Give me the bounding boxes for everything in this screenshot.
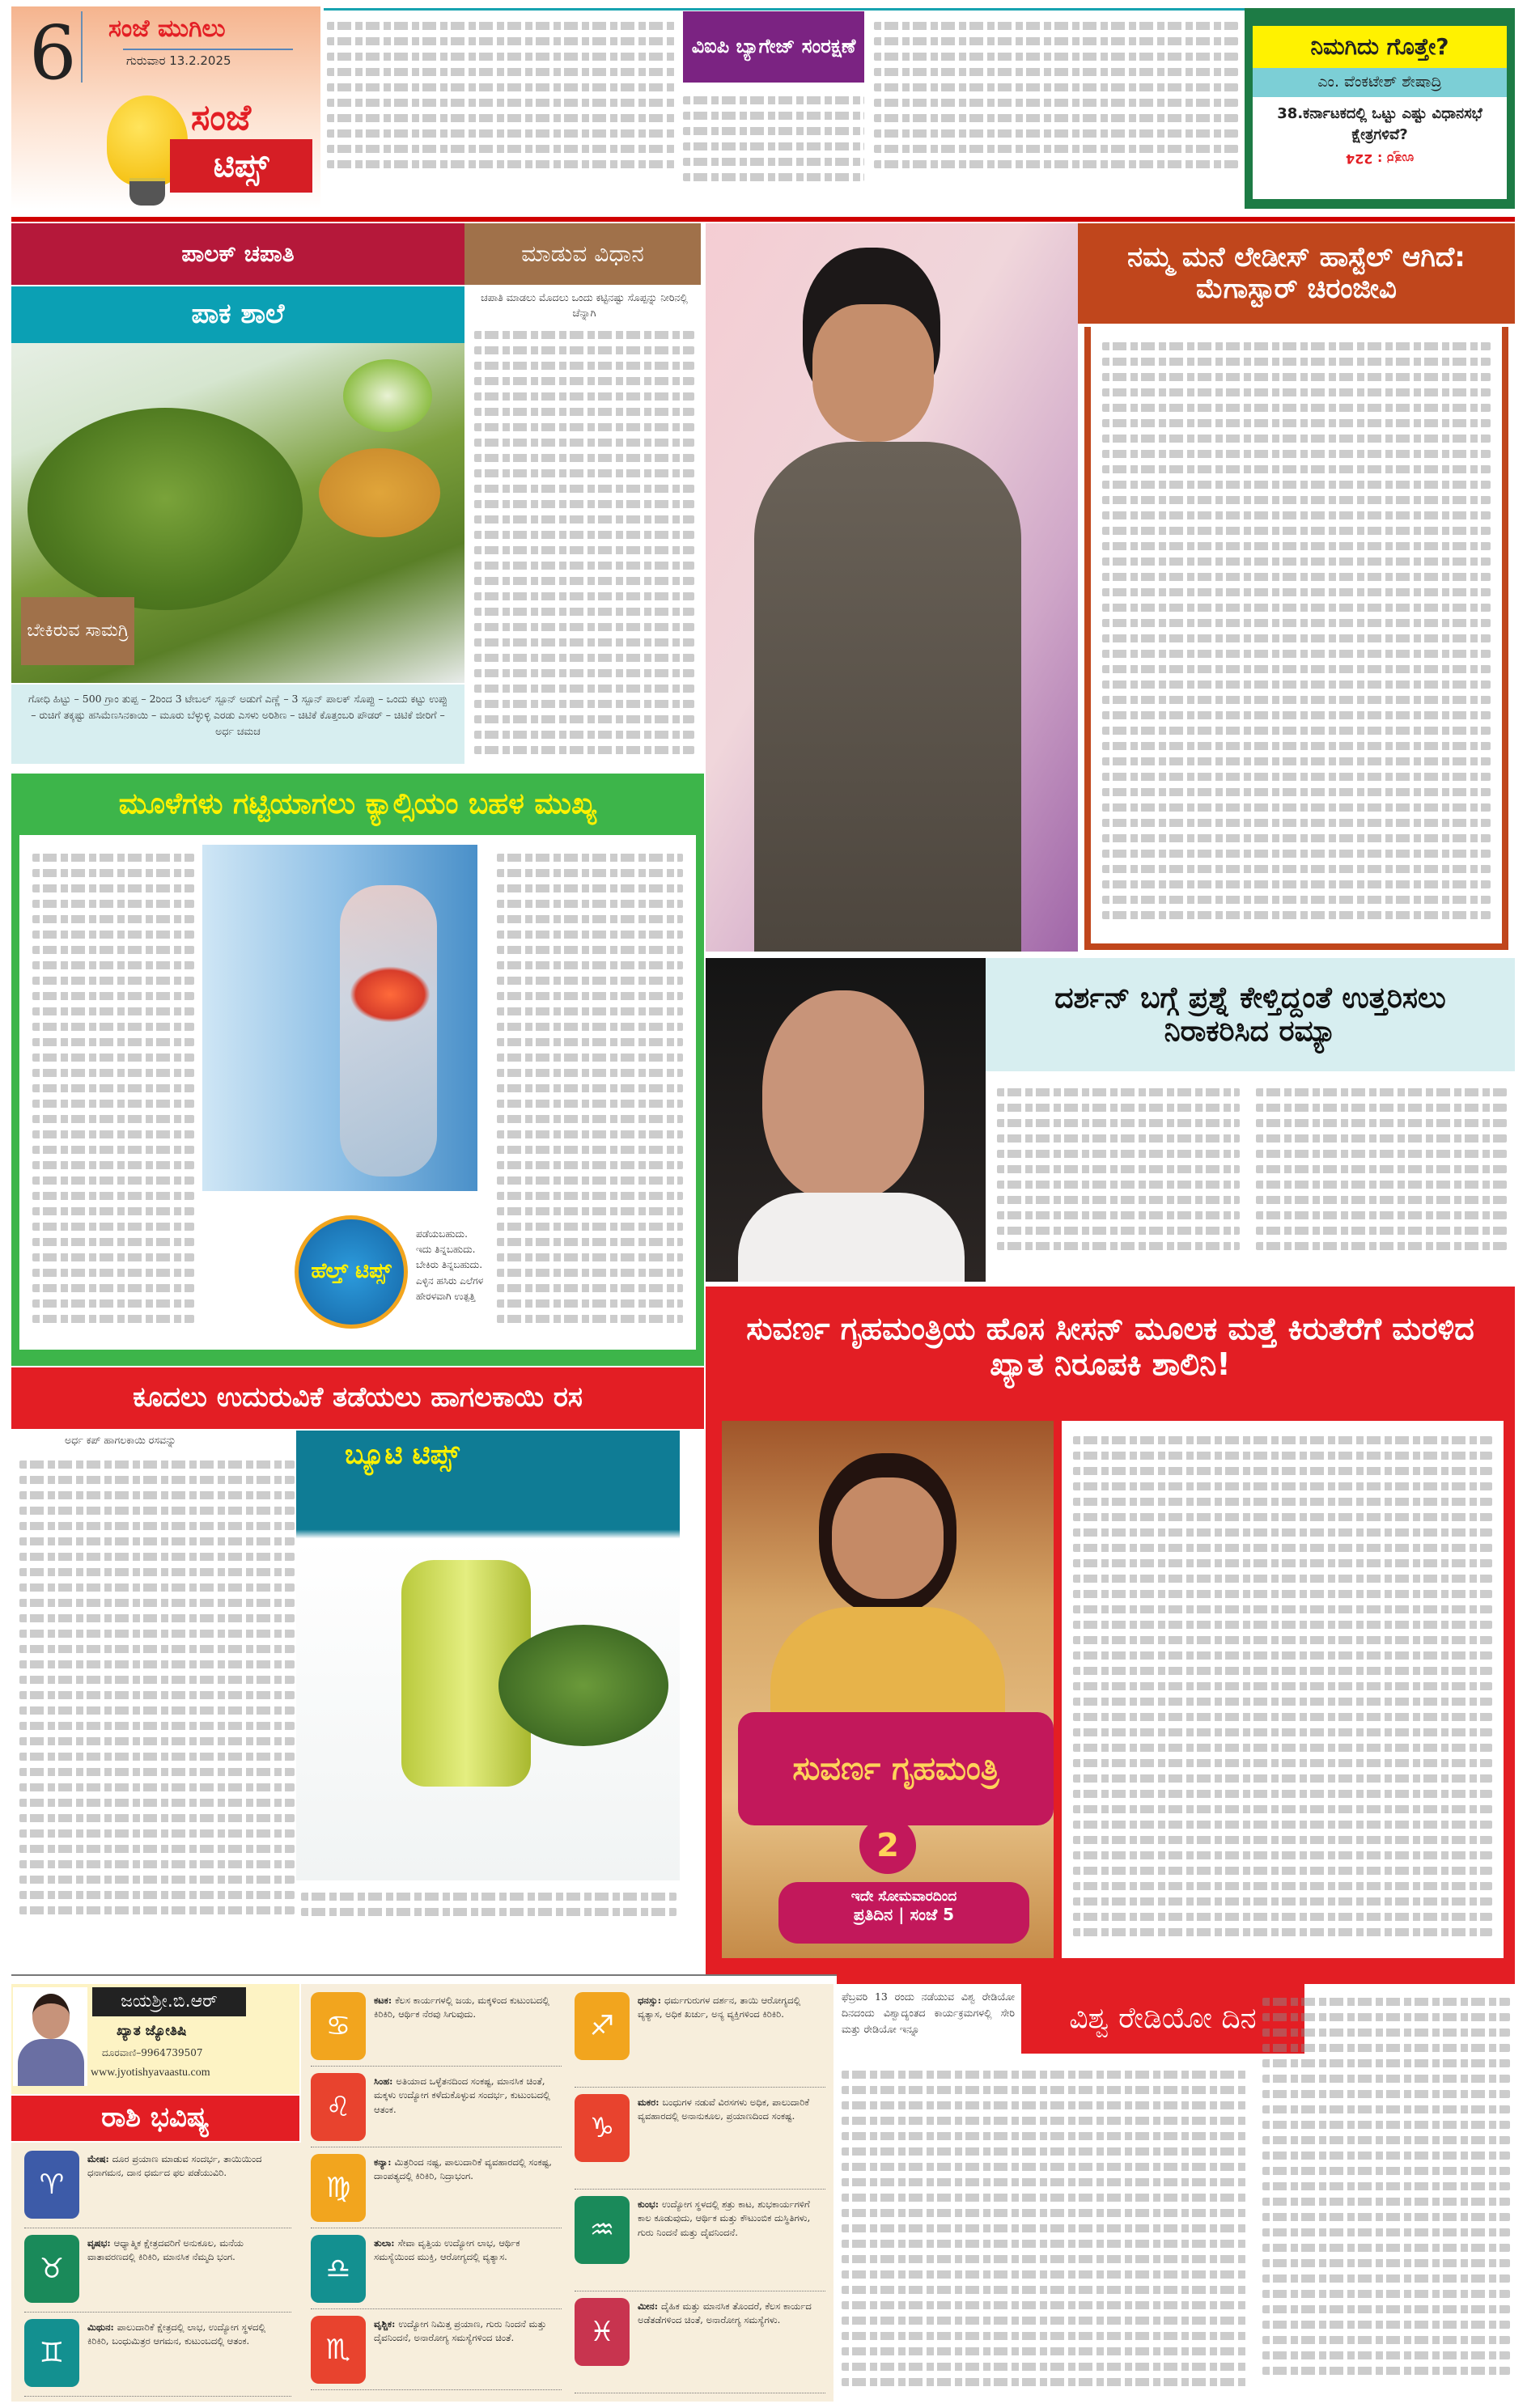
fish-icon: ♓ — [575, 2298, 630, 2366]
horoscope-sign: ವೃಶ್ಚಿಕ: — [374, 2318, 399, 2330]
ramya-headline: ದರ್ಶನ್ ಬಗ್ಗೆ ಪ್ರಶ್ನೆ ಕೇಳ್ತಿದ್ದಂತೆ ಉತ್ತರಿಸಲು ನಿರಾಕರಿಸಿದ ರಮ್ಯಾ — [986, 958, 1515, 1071]
quiz-answer: ಉತ್ತರ : 224 — [1345, 151, 1415, 167]
horoscope-text — [374, 2236, 560, 2308]
quiz-title: ನಿಮಗಿದು ಗೊತ್ತೇ? — [1253, 26, 1507, 68]
chiranjeevi-headline: ನಮ್ಮ ಮನೆ ಲೇಡೀಸ್ ಹಾಸ್ಟೆಲ್ ಆಗಿದೆ: ಮೆಗಾಸ್ಟಾರ್ ಚಿರಂಜೀವಿ — [1078, 223, 1515, 324]
horoscope-sign: ಕಟಕ: — [374, 1995, 396, 2006]
horoscope-prediction: ಉದ್ಯೋಗ ನಿಮಿತ್ತ ಪ್ರಯಾಣ, ಗುರು ನಿಂದನೆ ಮತ್ತು ದೈವನಿಂದನೆ, ಅನಾರೋಗ್ಯ ಸಮಸ್ಯೆಗಳಿಂದ ಚಿಂತೆ. — [374, 2318, 547, 2344]
health-tips-badge: ಹೆಲ್ತ್ ಟಿಪ್ಸ್ — [295, 1215, 408, 1329]
recipe-title: ಪಾಲಕ್ ಚಪಾತಿ — [11, 223, 464, 285]
horoscope-item — [24, 2232, 291, 2313]
ramya-body-left — [997, 1081, 1240, 1275]
horoscope-sign: ಧನಸ್ಸು: — [638, 1995, 664, 2006]
horoscope-text — [374, 2317, 560, 2389]
horoscope-item — [311, 2232, 562, 2309]
radio-body-col-2 — [1262, 1990, 1510, 2400]
ingredients-list: ಗೋಧಿ ಹಿಟ್ಟು – 500 ಗ್ರಾಂ ತುಪ್ಪ – 2ರಿಂದ 3 ಟೇಬಲ್ ಸ್ಪೂನ್ ಅಡುಗೆ ಎಣ್ಣೆ – 3 ಸ್ಪೂನ್ ಪಾಲಕ್ ಸೊಪ್ಪು – ಒಂದು ಕಟ್ಟು ಉಪ್ಪು – ರುಚಿಗೆ ತಕ್ಕಷ್ಟು ಹಸಿಮೆಣಸಿನಕಾಯಿ – ಮೂರು ಬೆಳ್ಳುಳ್ಳಿ ಎರಡು ಎಸಳು ಅರಿಶಿಣ – ಚಿಟಿಕೆ ಕೊತ್ತಂಬರಿ ಪೌಡರ್ – ಚಿಟಿಕೆ ಜೀರಿಗೆ – ಅರ್ಧ ಚಮಚ — [11, 685, 464, 764]
ingredients-label: ಬೇಕಿರುವ ಸಾಮಗ್ರಿ — [21, 597, 134, 665]
suvarna-headline: ಸುವರ್ಣ ಗೃಹಮಂತ್ರಿಯ ಹೊಸ ಸೀಸನ್ ಮೂಲಕ ಮತ್ತೆ ಕಿರುತೆರೆಗೆ ಮರಳಿದ ಖ್ಯಾತ ನಿರೂಪಕಿ ಶಾಲಿನಿ! — [746, 1311, 1474, 1382]
horoscope-sign: ಕನ್ಯಾ: — [374, 2156, 395, 2168]
horoscope-text — [87, 2152, 290, 2227]
calcium-section — [11, 774, 704, 1366]
horoscope-text — [87, 2321, 290, 2395]
horoscope-text — [87, 2236, 290, 2311]
recipe-section-label: ಪಾಕ ಶಾಲೆ — [11, 286, 464, 343]
horoscope-prediction: ಬಂಧುಗಳ ನಡುವೆ ವಿರಸಗಳು ಅಧಿಕ, ಪಾಲುದಾರಿಕೆ ವ್ಯವಹಾರದಲ್ಲಿ ಅನಾನುಕೂಲ, ಪ್ರಯಾಣದಿಂದ ಸಂಕಷ್ಟ. — [638, 2096, 810, 2122]
horoscope-item — [24, 2316, 291, 2397]
ramya-body-right — [1256, 1081, 1507, 1275]
horoscope-sign: ಮೀನ: — [638, 2300, 661, 2312]
issue-date: ಗುರುವಾರ 13.2.2025 — [126, 53, 231, 68]
top-article-right — [874, 15, 1238, 201]
suvarna-section — [706, 1287, 1515, 1974]
horoscope-item — [311, 2070, 562, 2147]
horoscope-text — [638, 2198, 824, 2290]
horoscope-item — [311, 2151, 562, 2228]
scorpion-icon: ♏ — [311, 2316, 366, 2384]
poster-schedule-line2: ಪ್ರತಿದಿನ | ಸಂಜೆ 5 — [853, 1905, 955, 1924]
horoscope-item — [575, 1989, 825, 2088]
astrologer-title: ಖ್ಯಾತ ಜ್ಯೋತಿಷಿ — [117, 2023, 187, 2039]
horoscope-sign: ಕುಂಭ: — [638, 2198, 663, 2210]
radio-headline: ವಿಶ್ವ ರೇಡಿಯೋ ದಿನ — [1021, 1984, 1304, 2054]
calcium-col-3 — [497, 846, 683, 1340]
masthead — [11, 6, 320, 209]
suvarna-body — [1062, 1421, 1504, 1958]
horoscope-prediction: ಅತಿಯಾದ ಒಳ್ಳೆತನದಿಂದ ಸಂಕಷ್ಟ, ಮಾನಸಿಕ ಚಿಂತೆ, ಮಕ್ಕಳು ಉದ್ಯೋಗ ಕಳೆದುಕೊಳ್ಳುವ ಸಂದರ್ಭ, ಕುಟುಂಬದಲ್ಲಿ ಆತಂಕ. — [374, 2075, 550, 2115]
ramya-photo — [706, 958, 986, 1282]
ram-icon: ♈ — [24, 2151, 79, 2219]
lion-icon: ♌ — [311, 2073, 366, 2141]
horoscope-prediction: ಆಧ್ಯಾತ್ಮಿಕ ಕ್ಷೇತ್ರದವರಿಗೆ ಅನುಕೂಲ, ಮನೆಯ ವಾತಾವರಣದಲ್ಲಿ ಕಿರಿಕಿರಿ, ಮಾನಸಿಕ ನೆಮ್ಮದಿ ಭಂಗ. — [87, 2237, 244, 2263]
astrologer-photo — [13, 1987, 87, 2086]
horoscope-sign: ಸಿಂಹ: — [374, 2075, 397, 2087]
horoscope-sign: ಮಕರ: — [638, 2096, 663, 2108]
page-number: 6 — [29, 10, 77, 96]
hair-lead: ಅರ್ಧ ಕಪ್ ಹಾಗಲಕಾಯಿ ರಸವನ್ನು — [65, 1434, 176, 1446]
calcium-col-1 — [32, 846, 194, 1340]
water-pot-icon: ♒ — [575, 2196, 630, 2264]
calcium-headline: ಮೂಳೆಗಳು ಗಟ್ಟಿಯಾಗಲು ಕ್ಯಾಲ್ಸಿಯಂ ಬಹಳ ಮುಖ್ಯ — [118, 787, 597, 821]
chapati-image — [28, 408, 303, 610]
horoscope-text — [638, 2096, 824, 2188]
astrologer-card — [11, 1984, 299, 2094]
hair-body-bottom — [301, 1885, 677, 1934]
horoscope-text — [374, 1994, 560, 2065]
horoscope-text — [638, 1994, 824, 2086]
maiden-icon: ♍ — [311, 2154, 366, 2222]
horoscope-prediction: ಮಿತ್ರರಿಂದ ನಷ್ಟ, ಪಾಲುದಾರಿಕೆ ವ್ಯವಹಾರದಲ್ಲಿ ಸಂಕಷ್ಟ, ದಾಂಪತ್ಯದಲ್ಲಿ ಕಿರಿಕಿರಿ, ನಿದ್ರಾಭಂಗ. — [374, 2156, 552, 2182]
horoscope-item — [575, 2295, 825, 2393]
twins-icon: ♊ — [24, 2319, 79, 2387]
poster-show-title: ಸುವರ್ಣ ಗೃಹಮಂತ್ರಿ — [738, 1712, 1054, 1825]
recipe-method-title: ಮಾಡುವ ವಿಧಾನ — [464, 223, 701, 285]
chiranjeevi-photo — [706, 223, 1078, 952]
horoscope-sign: ತುಲಾ: — [374, 2237, 398, 2249]
baggage-article-body — [683, 89, 864, 202]
horoscope-item — [311, 1989, 562, 2067]
quiz-box — [1245, 8, 1515, 209]
bow-icon: ♐ — [575, 1992, 630, 2060]
poster-schedule — [778, 1882, 1029, 1944]
bull-icon: ♉ — [24, 2235, 79, 2303]
method-body — [474, 324, 694, 761]
chiranjeevi-body — [1084, 327, 1508, 950]
section-title-sanje: ಸಂಜೆ — [191, 97, 252, 138]
top-article-left — [327, 15, 675, 201]
radio-body-col-1 — [842, 2063, 1246, 2400]
quiz-question: 38.ಕರ್ನಾಟಕದಲ್ಲಿ ಒಟ್ಟು ಎಷ್ಟು ವಿಧಾನಸಭೆ ಕ್ಷೇತ್ರಗಳಿವೆ? — [1277, 105, 1482, 144]
radio-lead: ಫೆಬ್ರವರಿ 13 ರಂದು ನಡೆಯುವ ವಿಶ್ವ ರೇಡಿಯೋ ದಿನದಂದು ವಿಶ್ವಾದ್ಯಂತದ ಕಾರ್ಯಕ್ರಮಗಳಲ್ಲಿ ಸೇರಿ ಮತ್ತು ರೇಡಿಯೋ ಇನ್ನೂ — [842, 1990, 1015, 2035]
calcium-snippet: ಪಡೆಯಬಹುದು. ಇದು ತಿನ್ನಬಹುದು. ಬೇಕಿರು ತಿನ್ನಬಹುದು. ಎಳ್ಳಿನ ಹಸಿರು ಎಲೆಗಳ ಹೇರಳವಾಗಿ ಉತ್ಪತ್ತಿ — [416, 1228, 484, 1302]
horoscope-text — [374, 2075, 560, 2146]
paper-name-logo: ಸಂಜೆ ಮುಗಿಲು — [108, 15, 226, 43]
horoscope-title: ರಾಶಿ ಭವಿಷ್ಯ — [11, 2096, 299, 2141]
bone-joint-image — [202, 845, 477, 1191]
horoscope-item — [575, 2193, 825, 2291]
section-title-tips: ಟಿಪ್ಸ್ — [170, 139, 312, 193]
horoscope-item — [311, 2313, 562, 2390]
spice-image — [319, 448, 440, 537]
goat-icon: ♑ — [575, 2094, 630, 2162]
horoscope-prediction: ಉದ್ಯೋಗ ಸ್ಥಳದಲ್ಲಿ ಶತ್ರು ಕಾಟ, ಶುಭಕಾರ್ಯಗಳಿಗೆ ಕಾಲ ಕೂಡುವುದು, ಆರ್ಥಿಕ ಮತ್ತು ಕೌಟುಂಬಿಕ ದುಸ್ಥಿತಿಗಳು, ಗುರು ನಿಂದನೆ ಮತ್ತು ದೈವನಿಂದನೆ. — [638, 2198, 811, 2238]
hair-body-left — [19, 1453, 295, 1931]
horoscope-text — [374, 2156, 560, 2227]
horoscope-item — [24, 2147, 291, 2228]
poster-season: 2 — [859, 1817, 916, 1874]
poster-schedule-line1: ಇದೇ ಸೋಮವಾರದಿಂದ — [850, 1889, 957, 1905]
crab-icon: ♋ — [311, 1992, 366, 2060]
recipe-photo — [11, 286, 464, 683]
horoscope-prediction: ದೈಹಿಕ ಮತ್ತು ಮಾನಸಿಕ ತೊಂದರೆ, ಕೆಲಸ ಕಾರ್ಯದ ಅಡೆತಡೆಗಳಿಂದ ಚಿಂತೆ, ಅನಾರೋಗ್ಯ ಸಮಸ್ಯೆಗಳು. — [638, 2300, 812, 2326]
bitter-gourd-image — [296, 1431, 680, 1880]
horoscope-prediction: ಧರ್ಮಗುರುಗಳ ದರ್ಶನ, ತಾಯಿ ಆರೋಗ್ಯದಲ್ಲಿ ವ್ಯತ್ಯಾಸ, ಅಧಿಕ ಖರ್ಚು, ಅನ್ಯ ವ್ಯಕ್ತಿಗಳಿಂದ ಕಿರಿಕಿರಿ. — [638, 1995, 801, 2020]
suvarna-poster — [722, 1421, 1054, 1958]
quiz-author: ಎಂ. ವೆಂಕಟೇಶ್ ಶೇಷಾದ್ರಿ — [1253, 68, 1507, 97]
horoscope-sign: ಮೇಷ: — [87, 2153, 112, 2164]
astrologer-phone: ದೂರವಾಣಿ–9964739507 — [102, 2047, 203, 2058]
horoscope-prediction: ಪಾಲುದಾರಿಕೆ ಕ್ಷೇತ್ರದಲ್ಲಿ ಲಾಭ, ಉದ್ಯೋಗ ಸ್ಥಳದಲ್ಲಿ ಕಿರಿಕಿರಿ, ಬಂಧುಮಿತ್ರರ ಆಗಮನ, ಕುಟುಂಬದಲ್ಲಿ ಆತಂಕ. — [87, 2321, 266, 2347]
method-intro: ಚಪಾತಿ ಮಾಡಲು ಮೊದಲು ಒಂದು ಕಟ್ಟಿನಷ್ಟು ಸೊಪ್ಪನ್ನು ನೀರಿನಲ್ಲಿ ಚೆನ್ನಾಗಿ — [481, 291, 688, 320]
horoscope-prediction: ಕೆಲಸ ಕಾರ್ಯಗಳಲ್ಲಿ ಜಯ, ಮಕ್ಕಳಿಂದ ಕುಟುಂಬದಲ್ಲಿ ಕಿರಿಕಿರಿ, ಆರ್ಥಿಕ ನೆರವು ಸಿಗುವುದು. — [374, 1995, 549, 2020]
horoscope-sign: ಮಿಥುನ: — [87, 2321, 117, 2333]
horoscope-item — [575, 2091, 825, 2190]
baggage-headline: ವಿಐಪಿ ಬ್ಯಾಗೇಜ್ ಸಂರಕ್ಷಣೆ — [683, 11, 864, 83]
beauty-tips-badge: ಬ್ಯೂಟಿ ಟಿಪ್ಸ್ — [345, 1439, 460, 1471]
cucumber-image — [343, 359, 432, 432]
hair-headline: ಕೂದಲು ಉದುರುವಿಕೆ ತಡೆಯಲು ಹಾಗಲಕಾಯಿ ರಸ — [11, 1367, 704, 1429]
horoscope-prediction: ಸೇವಾ ವೃತ್ತಿಯ ಉದ್ಯೋಗ ಲಾಭ, ಆರ್ಥಿಕ ಸಮಸ್ಯೆಯಿಂದ ಮುಕ್ತಿ, ಆರೋಗ್ಯದಲ್ಲಿ ವ್ಯತ್ಯಾಸ. — [374, 2237, 520, 2263]
astrologer-name: ಜಯಶ್ರೀ.ಬಿ.ಆರ್ — [92, 1987, 246, 2016]
horoscope-text — [638, 2300, 824, 2392]
scales-icon: ♎ — [311, 2235, 366, 2303]
horoscope-sign: ವೃಷಭ: — [87, 2237, 114, 2249]
astrologer-website[interactable]: www.jyotishyavaastu.com — [91, 2067, 210, 2079]
horoscope-prediction: ದೂರ ಪ್ರಯಾಣ ಮಾಡುವ ಸಂದರ್ಭ, ತಾಯಿಯಿಂದ ಧನಾಗಮನ, ದಾನ ಧರ್ಮದ ಫಲ ಪಡೆಯುವಿರಿ. — [87, 2153, 262, 2179]
